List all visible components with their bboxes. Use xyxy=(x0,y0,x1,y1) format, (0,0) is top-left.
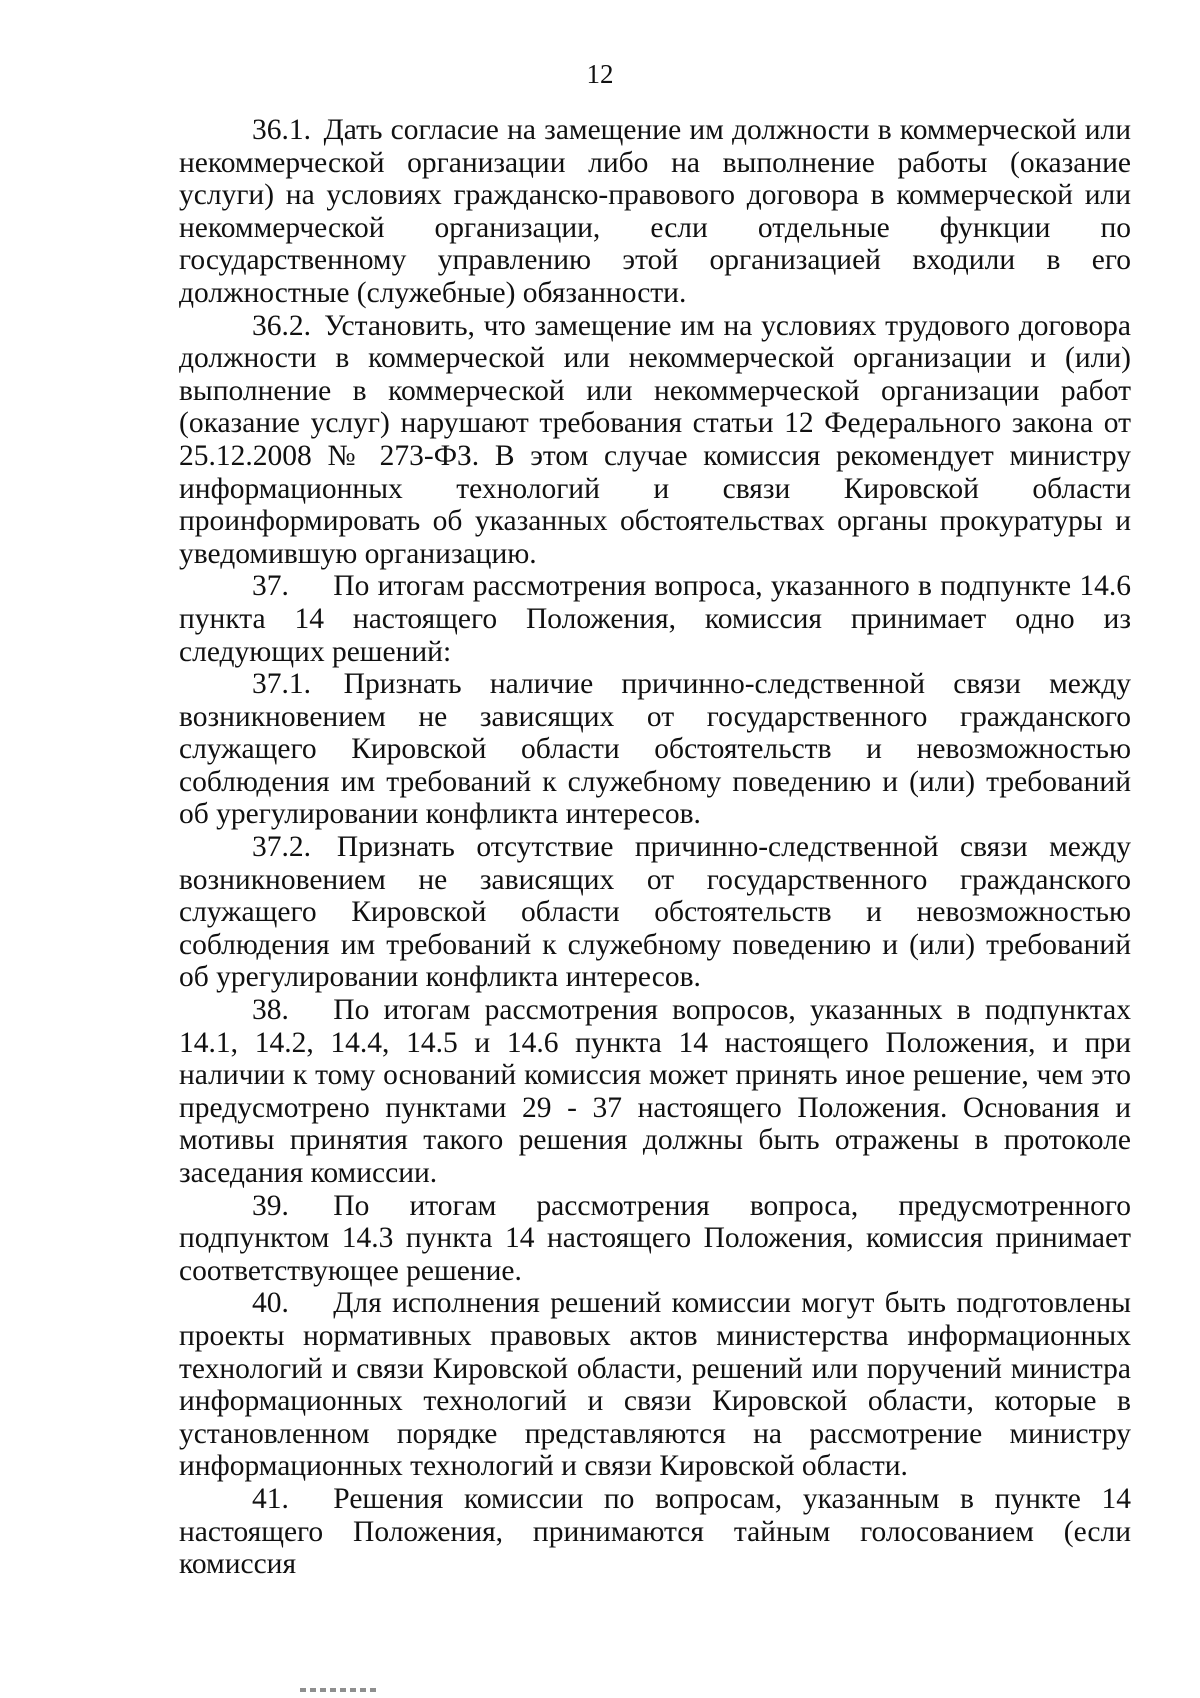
paragraph-39 xyxy=(179,1190,1131,1288)
clause-text: По итогам рассмотрения вопроса, указанного в подпункте 14.6 пункта 14 настоящего Положения, комиссия принимает одно из следующих решений: xyxy=(179,570,1131,668)
paragraph-40 xyxy=(179,1287,1131,1483)
paragraph-37-2 xyxy=(179,831,1131,994)
paragraph-36-1 xyxy=(179,114,1131,310)
clause-number: 36.2. xyxy=(252,309,311,342)
page-number: 12 xyxy=(586,59,614,89)
clause-number: 37. xyxy=(252,570,289,603)
clause-text: Решения комиссии по вопросам, указанным в пункте 14 настоящего Положения, принимаются тайным голосованием (если комиссия xyxy=(179,1482,1131,1581)
clause-text: Дать согласие на замещение им должности в коммерческой или некоммерческой организации либо на выполнение работы (оказание услуги) на условиях гражданско-правового договора в коммерческой или некоммерческой организации, если отдельные функции по государственному управлению этой организацией входили в его должностные (служебные) обязанности. xyxy=(179,114,1131,309)
clause-number: 37.2. xyxy=(252,831,311,864)
paragraph-38 xyxy=(179,994,1131,1190)
clause-number: 37.1. xyxy=(252,668,311,701)
clause-text: По итогам рассмотрения вопроса, предусмотренного подпунктом 14.3 пункта 14 настоящего Положения, комиссия принимает соответствующее решение. xyxy=(179,1189,1131,1287)
clause-number: 40. xyxy=(252,1287,289,1320)
scan-artifact xyxy=(300,1688,380,1692)
clause-number: 41. xyxy=(252,1482,289,1515)
paragraph-37-1 xyxy=(179,668,1131,831)
paragraph-37 xyxy=(179,570,1131,668)
document-body xyxy=(179,114,1131,1581)
clause-text: Признать отсутствие причинно-следственной связи между возникновением не зависящих от государственного гражданского служащего Кировской области обстоятельств и невозможностью соблюдения им требований к служебному поведению и (или) требований об урегулировании конфликта интересов. xyxy=(179,831,1132,994)
clause-number: 39. xyxy=(252,1189,289,1222)
clause-text: По итогам рассмотрения вопросов, указанных в подпунктах 14.1, 14.2, 14.4, 14.5 и 14.6 пункта 14 настоящего Положения, и при наличии к тому оснований комиссия может принять иное решение, чем это предусмотрено пунктами 29 - 37 настоящего Положения. Основания и мотивы принятия такого решения должны быть отражены в протоколе заседания комиссии. xyxy=(179,994,1131,1189)
clause-text: Для исполнения решений комиссии могут быть подготовлены проекты нормативных правовых актов министерства информационных технологий и связи Кировской области, решений или поручений министра информационных технологий и связи Кировской области, которые в установленном порядке представляются на рассмотрение министру информационных технологий и связи Кировской области. xyxy=(179,1287,1131,1483)
clause-text: Признать наличие причинно-следственной связи между возникновением не зависящих от государственного гражданского служащего Кировской области обстоятельств и невозможностью соблюдения им требований к служебному поведению и (или) требований об урегулировании конфликта интересов. xyxy=(179,668,1131,831)
clause-number: 38. xyxy=(252,994,289,1027)
paragraph-41 xyxy=(179,1483,1131,1581)
clause-number: 36.1. xyxy=(252,114,311,146)
paragraph-36-2 xyxy=(179,310,1131,571)
clause-text: Установить, что замещение им на условиях трудового договора должности в коммерческой или некоммерческой организации и (или) выполнение в коммерческой или некоммерческой организации работ (оказание услуг) нарушают требования статьи 12 Федерального закона от 25.12.2008 № 273-ФЗ. В этом случае комиссия рекомендует министру информационных технологий и связи Кировской области проинформировать об указанных обстоятельствах органы прокуратуры и уведомившую организацию. xyxy=(179,309,1131,570)
